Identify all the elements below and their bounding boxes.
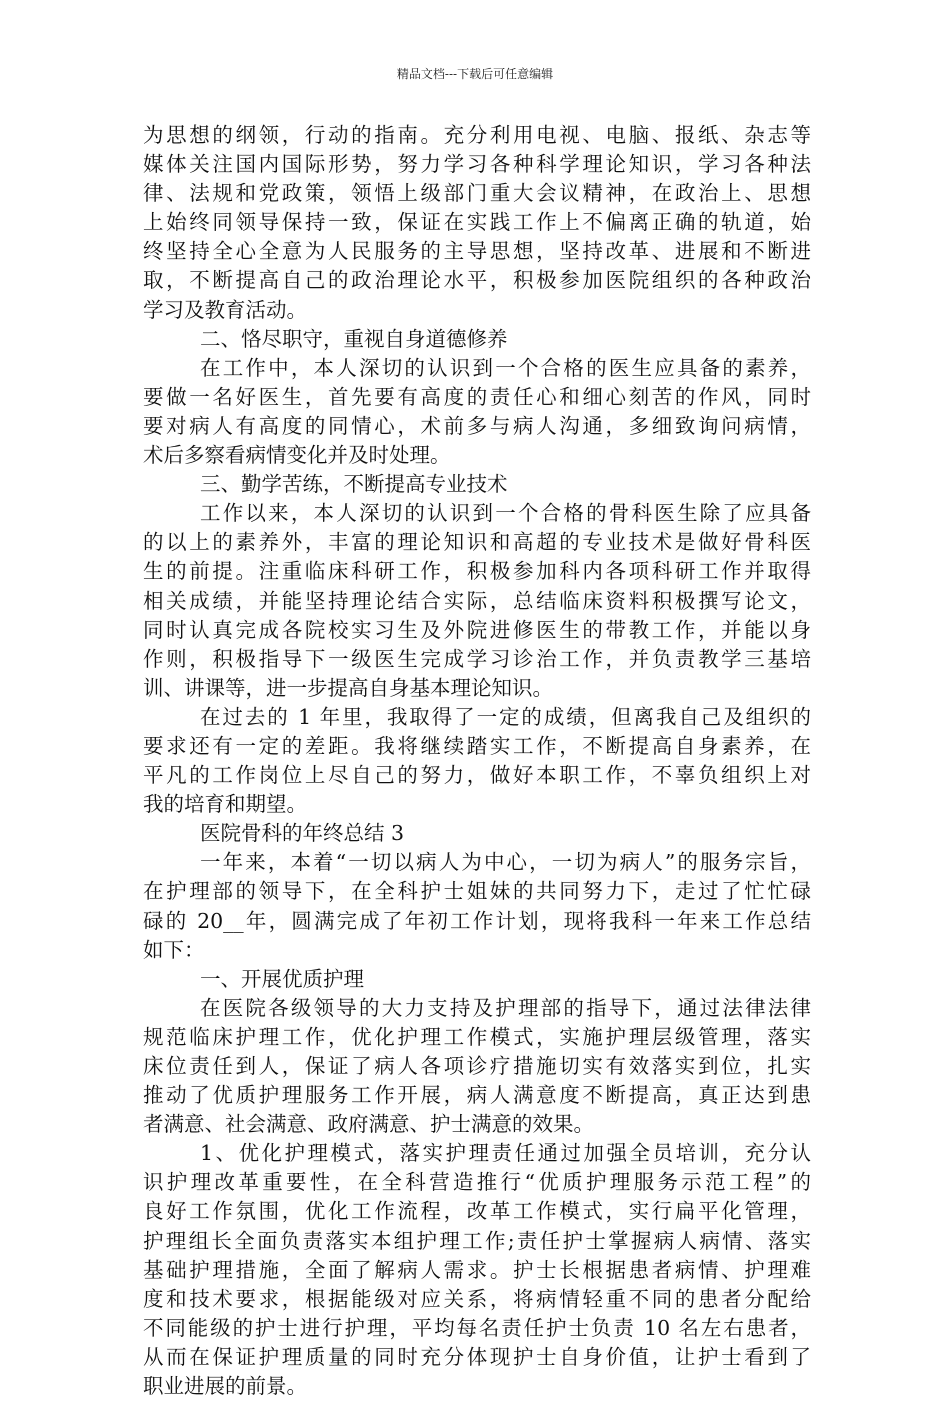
document-body xyxy=(143,121,811,1401)
text-line: 为思想的纲领，行动的指南。充分利用电视、电脑、报纸、杂志等 xyxy=(143,123,811,147)
text-line: 从而在保证护理质量的同时充分体现护士自身价值，让护士看到了 xyxy=(143,1344,811,1369)
text-line: 床位责任到人，保证了病人各项诊疗措施切实有效落实到位，扎实 xyxy=(143,1054,811,1078)
text-line: 一年来，本着“一切以病人为中心，一切为病人”的服务宗旨， xyxy=(200,850,811,875)
text-line: 律、法规和党政策，领悟上级部门重大会议精神，在政治上、思想 xyxy=(143,181,811,206)
text-line: 终坚持全心全意为人民服务的主导思想，坚持改革、进展和不断进 xyxy=(143,239,811,264)
text-line: 要做一名好医生，首先要有高度的责任心和细心刻苦的作风，同时 xyxy=(143,384,811,409)
text-line: 在过去的 1 年里，我取得了一定的成绩，但离我自己及组织的 xyxy=(200,704,811,729)
text-line: 上始终同领导保持一致，保证在实践工作上不偏离正确的轨道，始 xyxy=(143,210,811,235)
text-line: 术后多察看病情变化并及时处理。 xyxy=(143,443,451,468)
text-line: 推动了优质护理服务工作开展，病人满意度不断提高，真正达到患 xyxy=(143,1083,811,1108)
text-line: 不同能级的护士进行护理，平均每名责任护士负责 10 名左右患者， xyxy=(143,1315,811,1340)
text-line: 职业进展的前景。 xyxy=(143,1374,307,1399)
text-line: 者满意、社会满意、政府满意、护士满意的效果。 xyxy=(143,1112,594,1137)
text-line: 1、优化护理模式，落实护理责任通过加强全员培训，充分认 xyxy=(200,1141,811,1166)
text-line: 良好工作氛围，优化工作流程，改革工作模式，实行扁平化管理， xyxy=(143,1199,811,1224)
text-line: 一、开展优质护理 xyxy=(200,966,364,991)
text-line: 工作以来，本人深切的认识到一个合格的骨科医生除了应具备 xyxy=(200,501,811,526)
text-line: 护理组长全面负责落实本组护理工作;责任护士掌握病人病情、落实 xyxy=(143,1228,811,1253)
text-line: 识护理改革重要性，在全科营造推行“优质护理服务示范工程”的 xyxy=(143,1170,811,1195)
text-line: 医院骨科的年终总结 3 xyxy=(200,821,405,846)
text-line: 要求还有一定的差距。我将继续踏实工作，不断提高自身素养，在 xyxy=(143,733,811,758)
text-line: 我的培育和期望。 xyxy=(143,792,307,817)
text-line: 在工作中，本人深切的认识到一个合格的医生应具备的素养， xyxy=(200,355,811,380)
text-line: 训、讲课等，进一步提高自身基本理论知识。 xyxy=(143,675,553,700)
text-line: 要对病人有高度的同情心，术前多与病人沟通，多细致询问病情， xyxy=(143,413,811,438)
text-line: 学习及教育活动。 xyxy=(143,297,307,322)
text-line: 如下： xyxy=(143,937,205,962)
text-line: 三、勤学苦练，不断提高专业技术 xyxy=(200,472,508,497)
text-line: 基础护理措施，全面了解病人需求。护士长根据患者病情、护理难 xyxy=(143,1257,811,1282)
text-line: 相关成绩，并能坚持理论结合实际，总结临床资料积极撰写论文， xyxy=(143,588,811,613)
text-line: 媒体关注国内国际形势，努力学习各种科学理论知识，学习各种法 xyxy=(143,152,811,177)
text-line: 作则，积极指导下一级医生完成学习诊治工作，并负责教学三基培 xyxy=(143,646,811,671)
text-line: 生的前提。注重临床科研工作，积极参加科内各项科研工作并取得 xyxy=(143,559,811,584)
text-line: 二、恪尽职守，重视自身道德修养 xyxy=(200,326,508,351)
text-line: 规范临床护理工作，优化护理工作模式，实施护理层级管理，落实 xyxy=(143,1024,811,1049)
text-line: 在医院各级领导的大力支持及护理部的指导下，通过法律法律 xyxy=(200,995,811,1020)
text-line: 在护理部的领导下，在全科护士姐妹的共同努力下，走过了忙忙碌 xyxy=(143,879,811,904)
text-line: 取，不断提高自己的政治理论水平，积极参加医院组织的各种政治 xyxy=(143,268,811,293)
text-line: 的以上的素养外，丰富的理论知识和高超的专业技术是做好骨科医 xyxy=(143,530,811,555)
page-header: 精品文档---下载后可任意编辑 xyxy=(396,67,554,81)
text-line: 度和技术要求，根据能级对应关系，将病情轻重不同的患者分配给 xyxy=(143,1286,811,1311)
text-line: 同时认真完成各院校实习生及外院进修医生的带教工作，并能以身 xyxy=(143,617,811,642)
text-line: 碌的 20__年，圆满完成了年初工作计划，现将我科一年来工作总结 xyxy=(143,908,811,933)
text-line: 平凡的工作岗位上尽自己的努力，做好本职工作，不辜负组织上对 xyxy=(143,763,811,788)
